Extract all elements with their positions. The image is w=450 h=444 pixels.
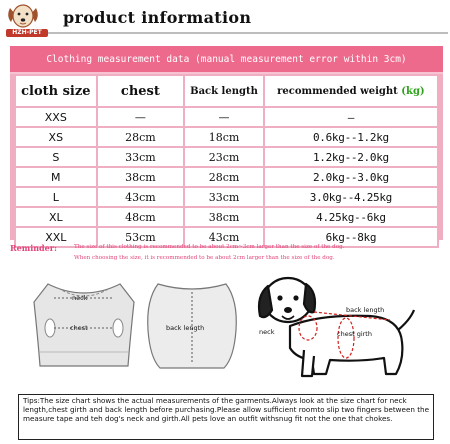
size-chart [10,46,443,244]
table-header-row [15,75,438,107]
label-neck: neck [72,294,88,302]
dog-face-icon [4,2,42,32]
cell-size: XS [15,127,97,147]
tips-box: Tips:The size chart shows the actual measurements of the garments.Always look at the size chart for neck length,chest girth and back length before purchasing.Please allow sufficient roomto slip two fingers between the measure tape and teh dog's neck and girth.All pets love an outfit withsnug fit not the one that chokes. [18,394,434,440]
cell-back: 38cm [184,207,264,227]
cell-chest: 38cm [97,167,185,187]
cell-weight: 3.0kg--4.25kg [264,187,438,207]
cell-weight: 0.6kg--1.2kg [264,127,438,147]
title-divider [48,32,448,34]
cell-chest: — [97,107,185,127]
cell-back: — [184,107,264,127]
cell-size: XXS [15,107,97,127]
table-row [15,167,438,187]
reminder-line-2: When choosing the size, it is recommended to be about 2cm larger than the size of the dog. [74,255,335,261]
cell-weight: — [264,107,438,127]
cell-back: 28cm [184,167,264,187]
measurement-illustrations [0,268,450,386]
brand-logo [4,2,42,38]
cell-chest: 33cm [97,147,185,167]
table-row [15,187,438,207]
reminder-line-1: The size of this clothing is recommended to be about 2cm~3cm larger than the size of the dog. [74,244,345,250]
header-weight-unit: (kg) [401,85,425,97]
cell-chest: 48cm [97,207,185,227]
cell-size: XXL [15,227,97,247]
header-back-length: Back length [184,75,264,107]
cell-weight: 4.25kg--6kg [264,207,438,227]
logo-text: HZH-PET [6,29,48,37]
cell-chest: 43cm [97,187,185,207]
label-back-length: back length [166,324,205,332]
header-cloth-size: cloth size [15,75,97,107]
label-dog-back-length: back length [346,306,385,314]
header-weight-label: recommended weight [277,85,398,97]
header [0,0,450,40]
cell-weight: 1.2kg--2.0kg [264,147,438,167]
dog-illustration [250,270,420,382]
cell-size: S [15,147,97,167]
cell-chest: 53cm [97,227,185,247]
table-row [15,147,438,167]
table-row [15,107,438,127]
cell-back: 43cm [184,227,264,247]
page-title: product information [63,8,252,27]
label-dog-chest-girth: chest girth [337,330,372,338]
header-chest: chest [97,75,185,107]
table-row [15,127,438,147]
label-dog-neck: neck [259,328,275,336]
cell-back: 23cm [184,147,264,167]
cell-weight: 2.0kg--3.0kg [264,167,438,187]
size-table [14,74,439,248]
cell-size: M [15,167,97,187]
table-row [15,207,438,227]
reminder [10,243,450,267]
cell-back: 18cm [184,127,264,147]
cell-size: L [15,187,97,207]
label-chest: chest [70,324,88,332]
cell-size: XL [15,207,97,227]
header-recommended-weight [264,75,438,107]
cell-back: 33cm [184,187,264,207]
cell-chest: 28cm [97,127,185,147]
cell-weight: 6kg--8kg [264,227,438,247]
reminder-label: Reminder: [10,243,57,253]
table-caption: Clothing measurement data (manual measurement error within 3cm) [10,46,443,74]
